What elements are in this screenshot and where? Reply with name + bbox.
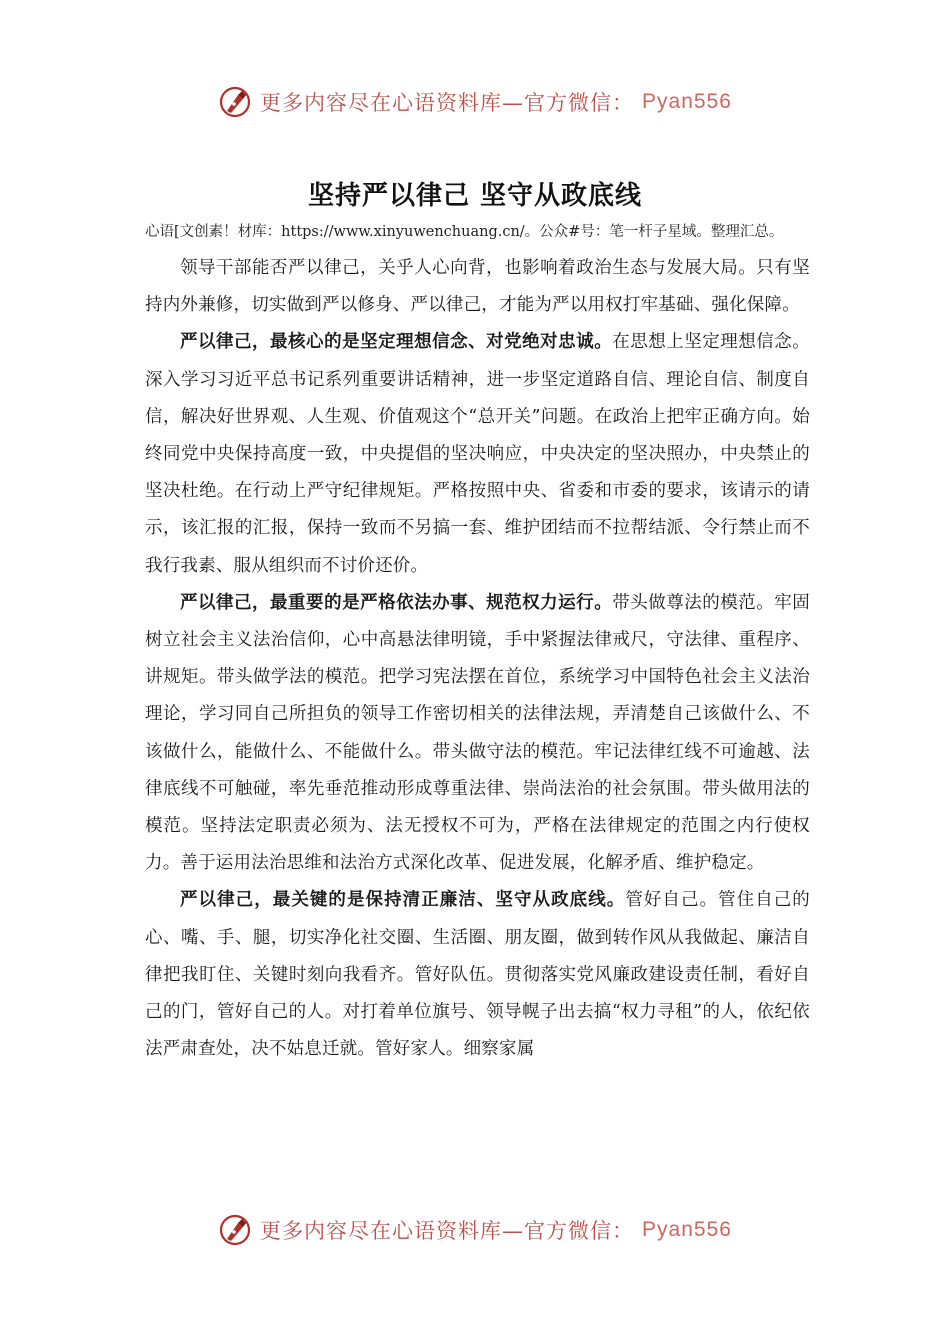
source-note: 心语[文创素！材库：https://www.xinyuwenchuang.cn/。公众#号：笔一杆子星域。整理汇总。 [145,224,784,240]
paragraph-text: 带头做尊法的模范。牢固树立社会主义法治信仰，心中高悬法律明镜，手中紧握法律戒尺，守法律、重程序、讲规矩。带头做学法的模范。把学习宪法摆在首位，系统学习中国特色社会主义法治理论，学习同自己所担负的领导工作密切相关的法律法规，弄清楚自己该做什么、不该做什么，能做什么、不能做什么。带头做守法的模范。牢记法律红线不可逾越、法律底线不可触碰，率先垂范推动形成尊重法律、崇尚法治的社会氛围。带头做用法的模范。坚持法定职责必须为、法无授权不可为，严格在法律规定的范围之内行使权力。善于运用法治思维和法治方式深化改革、促进发展，化解矛盾、维护稳定。 [145,592,810,874]
pen-nib-logo-icon [218,1213,252,1247]
banner-wechat-id: Pyan556 [642,1218,732,1241]
paragraph-lead: 严以律己，最重要的是严格依法办事、规范权力运行。 [180,592,613,613]
paragraph-lead: 严以律己，最关键的是保持清正廉洁、坚守从政底线。 [180,890,626,911]
paragraph-text: 领导干部能否严以律己，关乎人心向背，也影响着政治生态与发展大局。只有坚持内外兼修，切实做到严以修身、严以律己，才能为严以用权打牢基础、强化保障。 [145,258,810,316]
paragraph-lead: 严以律己，最核心的是坚定理想信念、对党绝对忠诚。 [180,332,613,353]
banner-text: 更多内容尽在心语资料库—官方微信： [260,91,635,115]
paragraph-integrity [145,882,810,1068]
paragraph-text: 管好自己。管住自己的心、嘴、手、腿，切实净化社交圈、生活圈、朋友圈，做到转作风从我做起、廉洁自律把我盯住、关键时刻向我看齐。管好队伍。贯彻落实党风廉政建设责任制，看好自己的门，管好自己的人。对打着单位旗号、领导幌子出去搞“权力寻租”的人，依纪依法严肃查处，决不姑息迁就。管好家人。细察家属 [145,890,810,1060]
paragraph-law [145,585,810,883]
document-body [145,216,810,1068]
paragraph-intro [145,250,810,324]
banner-wechat-id: Pyan556 [642,90,732,113]
paragraph-ideals [145,324,810,584]
paragraph-text: 在思想上坚定理想信念。深入学习习近平总书记系列重要讲话精神，进一步坚定道路自信、理论自信、制度自信，解决好世界观、人生观、价值观这个“总开关”问题。在政治上把牢正确方向。始终同党中央保持高度一致，中央提倡的坚决响应，中央决定的坚决照办，中央禁止的坚决杜绝。在行动上严守纪律规矩。严格按照中央、省委和市委的要求，该请示的请示，该汇报的汇报，保持一致而不另搞一套、维护团结而不拉帮结派、令行禁止而不我行我素、服从组织而不讨价还价。 [145,332,810,576]
footer-banner [0,1210,950,1250]
header-banner [0,82,950,122]
banner-text: 更多内容尽在心语资料库—官方微信： [260,1219,635,1243]
page-title: 坚持严以律己 坚守从政底线 [307,181,643,211]
pen-nib-logo-icon [218,85,252,119]
